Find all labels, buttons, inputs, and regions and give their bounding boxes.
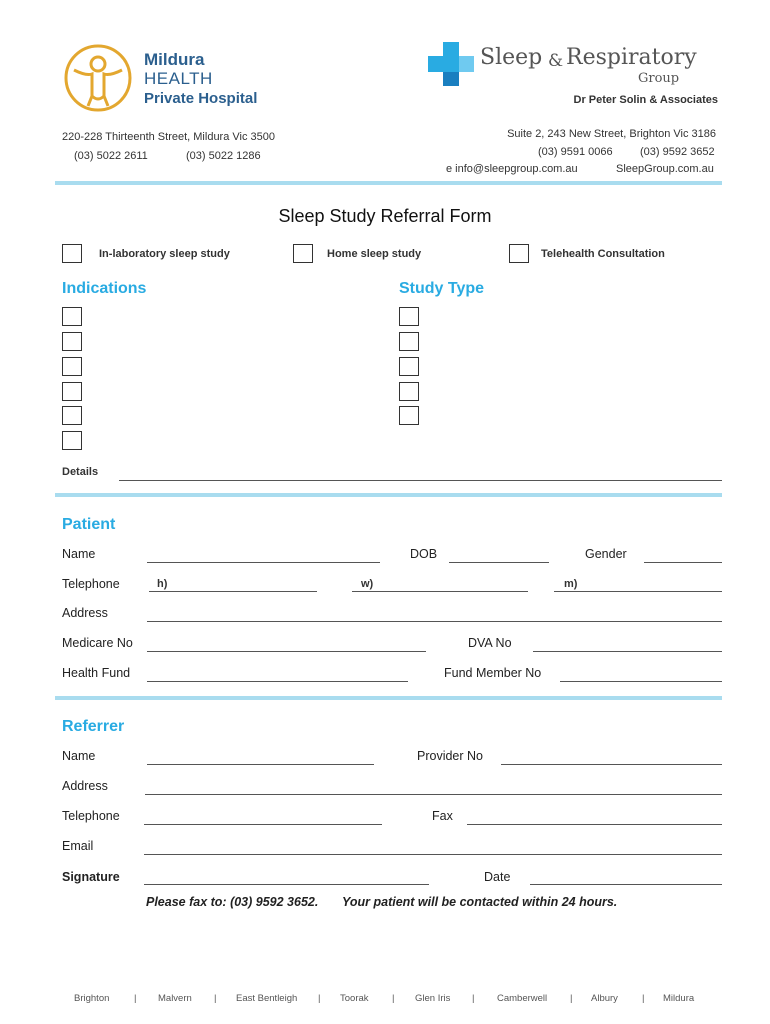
footer-location-camberwell: Camberwell — [497, 993, 548, 1004]
study-type-checkbox-5[interactable] — [399, 406, 419, 425]
sleep-address: Suite 2, 243 New Street, Brighton Vic 3186 — [507, 128, 716, 140]
patient-tel-m-label: m) — [564, 578, 578, 590]
referrer-signature-field[interactable] — [144, 884, 429, 885]
referrer-telephone-label: Telephone — [62, 809, 120, 823]
footer-separator: | — [472, 993, 475, 1004]
patient-heading: Patient — [62, 516, 116, 533]
mildura-logo-hospital: Private Hospital — [144, 90, 258, 107]
mildura-logo — [62, 40, 272, 118]
referrer-date-label: Date — [484, 870, 511, 884]
patient-tel-w-label: w) — [361, 578, 374, 590]
patient-name-label: Name — [62, 547, 96, 561]
footer-separator: | — [318, 993, 321, 1004]
details-field[interactable] — [119, 480, 722, 481]
footer-location-toorak: Toorak — [340, 993, 369, 1004]
study-type-checkbox-1[interactable] — [399, 307, 419, 326]
footer-location-glen-iris: Glen Iris — [415, 993, 451, 1004]
divider-patient — [55, 493, 722, 497]
patient-dob-label: DOB — [410, 547, 438, 561]
form-title: Sleep Study Referral Form — [278, 206, 492, 226]
patient-tel-m-field[interactable] — [554, 591, 722, 592]
checkbox-home[interactable] — [293, 244, 313, 263]
medical-cross-icon — [428, 42, 474, 86]
patient-gender-label: Gender — [585, 547, 627, 561]
referrer-fax-label: Fax — [432, 809, 453, 823]
contact-notice: Your patient will be contacted within 24 hours. — [342, 895, 618, 909]
footer-separator: | — [214, 993, 217, 1004]
details-label: Details — [62, 466, 99, 478]
referrer-name-field[interactable] — [147, 764, 374, 765]
checkbox-telehealth[interactable] — [509, 244, 529, 263]
patient-gender-field[interactable] — [644, 562, 722, 563]
study-type-heading: Study Type — [399, 280, 485, 297]
patient-medicare-field[interactable] — [147, 651, 426, 652]
footer-separator: | — [642, 993, 645, 1004]
referrer-address-label: Address — [62, 779, 108, 793]
sleep-logo-word1: Sleep — [480, 45, 543, 70]
checkbox-in-lab[interactable] — [62, 244, 82, 263]
mildura-logo-name: Mildura — [144, 50, 205, 69]
footer-location-east-bentleigh: East Bentleigh — [236, 993, 298, 1004]
sleep-phone: (03) 9591 0066 — [538, 146, 613, 158]
patient-dva-field[interactable] — [533, 651, 722, 652]
referrer-signature-label: Signature — [62, 870, 120, 884]
indication-checkbox-2[interactable] — [62, 332, 82, 351]
footer-location-malvern: Malvern — [158, 993, 192, 1004]
mildura-emblem-icon — [62, 40, 134, 116]
sleep-logo-group: Group — [638, 71, 680, 86]
sleep-group-logo — [428, 40, 723, 90]
referrer-email-field[interactable] — [144, 854, 722, 855]
referrer-telephone-field[interactable] — [144, 824, 382, 825]
patient-dva-label: DVA No — [468, 636, 512, 650]
referrer-address-field[interactable] — [145, 794, 722, 795]
patient-address-field[interactable] — [147, 621, 722, 622]
footer-location-mildura: Mildura — [663, 993, 695, 1004]
footer-separator: | — [134, 993, 137, 1004]
mildura-logo-health: HEALTH — [144, 69, 213, 88]
referrer-email-label: Email — [62, 839, 94, 853]
indications-heading: Indications — [62, 280, 147, 297]
divider-top — [55, 181, 722, 185]
referrer-date-field[interactable] — [530, 884, 722, 885]
footer-location-albury: Albury — [591, 993, 618, 1004]
patient-name-field[interactable] — [147, 562, 380, 563]
referrer-name-label: Name — [62, 749, 96, 763]
patient-address-label: Address — [62, 606, 108, 620]
indication-checkbox-3[interactable] — [62, 357, 82, 376]
indication-checkbox-4[interactable] — [62, 382, 82, 401]
mildura-address: 220-228 Thirteenth Street, Mildura Vic 3500 — [62, 131, 276, 143]
footer-location-brighton: Brighton — [74, 993, 110, 1004]
patient-fund-member-field[interactable] — [560, 681, 722, 682]
label-telehealth: Telehealth Consultation — [541, 248, 665, 260]
sleep-logo-amp: & — [548, 51, 564, 71]
fax-notice: Please fax to: (03) 9592 3652. — [146, 895, 319, 909]
divider-referrer — [55, 696, 722, 700]
label-home: Home sleep study — [327, 248, 422, 260]
referrer-fax-field[interactable] — [467, 824, 722, 825]
patient-health-fund-field[interactable] — [147, 681, 408, 682]
label-in-lab: In-laboratory sleep study — [99, 248, 230, 260]
sleep-email: e info@sleepgroup.com.au — [446, 163, 578, 175]
mildura-fax: (03) 5022 1286 — [186, 150, 261, 162]
indication-checkbox-1[interactable] — [62, 307, 82, 326]
indication-checkbox-5[interactable] — [62, 406, 82, 425]
study-type-checkbox-2[interactable] — [399, 332, 419, 351]
patient-fund-member-label: Fund Member No — [444, 666, 542, 680]
study-type-checkbox-3[interactable] — [399, 357, 419, 376]
referrer-heading: Referrer — [62, 718, 125, 735]
sleep-logo-word2: Respiratory — [566, 45, 697, 70]
study-type-checkbox-4[interactable] — [399, 382, 419, 401]
referrer-provider-label: Provider No — [417, 749, 483, 763]
patient-telephone-label: Telephone — [62, 577, 120, 591]
sleep-website: SleepGroup.com.au — [616, 163, 714, 175]
patient-dob-field[interactable] — [449, 562, 549, 563]
patient-tel-w-field[interactable] — [352, 591, 528, 592]
patient-health-fund-label: Health Fund — [62, 666, 131, 680]
sleep-fax: (03) 9592 3652 — [640, 146, 715, 158]
associates-text: Dr Peter Solin & Associates — [573, 94, 718, 106]
mildura-phone: (03) 5022 2611 — [74, 150, 148, 162]
referrer-provider-field[interactable] — [501, 764, 722, 765]
patient-tel-h-label: h) — [157, 578, 168, 590]
patient-medicare-label: Medicare No — [62, 636, 133, 650]
footer-separator: | — [392, 993, 395, 1004]
indication-checkbox-6[interactable] — [62, 431, 82, 450]
patient-tel-h-field[interactable] — [149, 591, 317, 592]
footer-separator: | — [570, 993, 573, 1004]
